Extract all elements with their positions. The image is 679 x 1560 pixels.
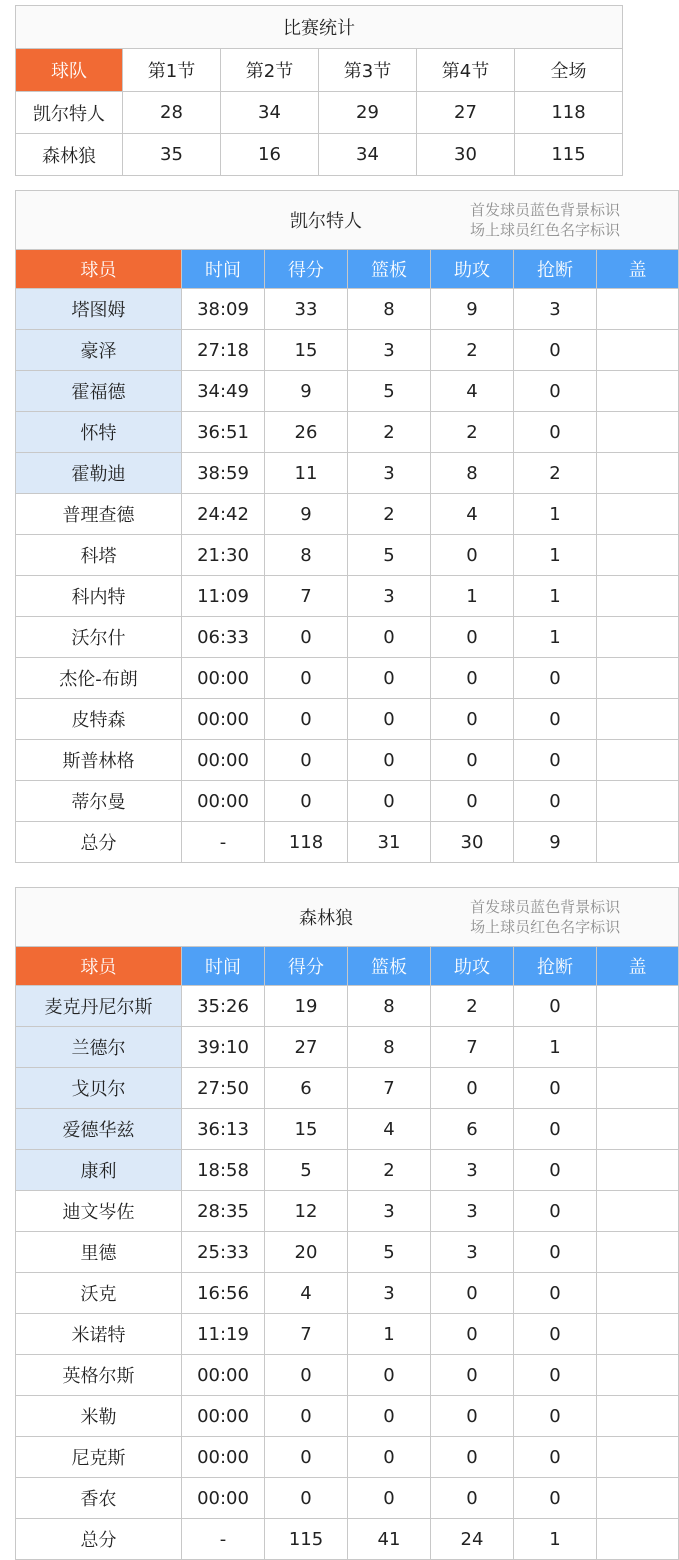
stat-assists: 0 [431,1478,514,1519]
stat-blocks [597,453,679,494]
stat-assists: 2 [431,986,514,1027]
stat-blocks [597,371,679,412]
player-name: 迪文岑佐 [16,1191,182,1232]
stat-assists: 3 [431,1191,514,1232]
stat-points: 0 [265,740,348,781]
stat-blocks [597,1437,679,1478]
stat-rebounds: 3 [348,1191,431,1232]
summary-team-name: 森林狼 [16,134,123,176]
stat-steals: 0 [514,1437,597,1478]
stat-rebounds: 3 [348,330,431,371]
player-name: 里德 [16,1232,182,1273]
stat-steals: 1 [514,535,597,576]
stat-time: 00:00 [182,699,265,740]
stat-steals: 2 [514,453,597,494]
stat-assists: 0 [431,658,514,699]
summary-score-total: 118 [515,92,623,134]
stat-rebounds: 0 [348,781,431,822]
player-row [16,1396,679,1437]
stat-blocks [597,1109,679,1150]
stat-rebounds: 5 [348,371,431,412]
stat-time: 27:50 [182,1068,265,1109]
stat-steals: 0 [514,740,597,781]
stat-rebounds: 2 [348,494,431,535]
stat-time: 00:00 [182,658,265,699]
stat-rebounds: 0 [348,1355,431,1396]
stat-points: 20 [265,1232,348,1273]
stat-blocks [597,1314,679,1355]
stat-rebounds: 0 [348,740,431,781]
stat-points: 0 [265,1396,348,1437]
player-name: 皮特森 [16,699,182,740]
player-name: 豪泽 [16,330,182,371]
player-name: 米诺特 [16,1314,182,1355]
stat-steals: 0 [514,1232,597,1273]
stat-assists: 3 [431,1150,514,1191]
stat-points: 4 [265,1273,348,1314]
stat-blocks [597,1027,679,1068]
stat-steals: 0 [514,1478,597,1519]
header-assists: 助攻 [431,250,514,289]
player-name: 霍福德 [16,371,182,412]
header-rebounds: 篮板 [348,250,431,289]
stat-steals: 0 [514,1109,597,1150]
stat-blocks [597,1519,679,1560]
header-assists: 助攻 [431,947,514,986]
stat-assists: 3 [431,1232,514,1273]
header-player: 球员 [16,947,182,986]
summary-score: 30 [417,134,515,176]
stat-blocks [597,1273,679,1314]
header-blocks: 盖 [597,250,679,289]
stat-points: 8 [265,535,348,576]
stat-points: 0 [265,658,348,699]
header-points: 得分 [265,250,348,289]
player-name: 香农 [16,1478,182,1519]
player-row [16,412,679,453]
player-name: 沃尔什 [16,617,182,658]
player-name: 普理查德 [16,494,182,535]
stat-steals: 0 [514,1191,597,1232]
stat-time: 24:42 [182,494,265,535]
stat-assists: 0 [431,1355,514,1396]
stat-assists: 24 [431,1519,514,1560]
player-name: 怀特 [16,412,182,453]
stat-blocks [597,1478,679,1519]
header-blocks: 盖 [597,947,679,986]
stat-points: 19 [265,986,348,1027]
stat-time: 11:09 [182,576,265,617]
stat-blocks [597,617,679,658]
stat-points: 15 [265,1109,348,1150]
stat-blocks [597,1355,679,1396]
summary-header-row [16,49,623,92]
game-summary-table [15,5,623,176]
stat-blocks [597,289,679,330]
stat-points: 0 [265,781,348,822]
player-name: 爱德华兹 [16,1109,182,1150]
legend-starter: 首发球员蓝色背景标识 [470,201,621,219]
stat-points: 11 [265,453,348,494]
stat-assists: 2 [431,330,514,371]
stat-points: 9 [265,371,348,412]
stat-steals: 0 [514,986,597,1027]
stat-time: 06:33 [182,617,265,658]
stat-points: 0 [265,699,348,740]
player-header-row [16,250,679,289]
player-row [16,1027,679,1068]
stat-assists: 0 [431,740,514,781]
player-name: 蒂尔曼 [16,781,182,822]
summary-score: 34 [221,92,319,134]
player-row [16,1232,679,1273]
stat-blocks [597,330,679,371]
summary-header-q4: 第4节 [417,49,515,92]
player-row [16,1109,679,1150]
stat-assists: 0 [431,1068,514,1109]
header-points: 得分 [265,947,348,986]
player-row [16,1273,679,1314]
player-row [16,740,679,781]
stat-blocks [597,822,679,863]
stat-rebounds: 3 [348,576,431,617]
stat-time: 39:10 [182,1027,265,1068]
stat-blocks [597,1232,679,1273]
stat-rebounds: 7 [348,1068,431,1109]
player-name: 尼克斯 [16,1437,182,1478]
player-header-row [16,947,679,986]
summary-title: 比赛统计 [16,6,623,49]
legend-starter: 首发球员蓝色背景标识 [470,898,621,916]
player-row [16,330,679,371]
stat-steals: 1 [514,617,597,658]
player-name: 霍勒迪 [16,453,182,494]
player-name: 斯普林格 [16,740,182,781]
stat-time: 36:51 [182,412,265,453]
summary-header-q2: 第2节 [221,49,319,92]
stat-time: 00:00 [182,781,265,822]
stat-time: 38:59 [182,453,265,494]
stat-rebounds: 0 [348,1396,431,1437]
stat-assists: 4 [431,371,514,412]
stat-rebounds: 8 [348,289,431,330]
stat-steals: 0 [514,1314,597,1355]
stat-time: 25:33 [182,1232,265,1273]
stat-time: - [182,822,265,863]
player-name: 康利 [16,1150,182,1191]
stat-assists: 0 [431,1437,514,1478]
player-row [16,453,679,494]
stat-assists: 7 [431,1027,514,1068]
stat-steals: 0 [514,1273,597,1314]
totals-row [16,1519,679,1560]
stat-rebounds: 0 [348,1478,431,1519]
player-row [16,617,679,658]
player-name: 科内特 [16,576,182,617]
stat-points: 0 [265,1355,348,1396]
stat-assists: 6 [431,1109,514,1150]
stat-assists: 0 [431,781,514,822]
player-row [16,371,679,412]
stat-rebounds: 2 [348,412,431,453]
stat-time: 00:00 [182,1396,265,1437]
player-name: 沃克 [16,1273,182,1314]
stat-steals: 0 [514,658,597,699]
stat-time: 16:56 [182,1273,265,1314]
header-time: 时间 [182,250,265,289]
player-row [16,986,679,1027]
stat-steals: 3 [514,289,597,330]
stat-blocks [597,1068,679,1109]
stat-steals: 0 [514,1150,597,1191]
header-time: 时间 [182,947,265,986]
summary-score: 28 [123,92,221,134]
player-name: 米勒 [16,1396,182,1437]
stat-steals: 0 [514,781,597,822]
summary-score-total: 115 [515,134,623,176]
summary-score: 29 [319,92,417,134]
stat-steals: 9 [514,822,597,863]
stat-time: 36:13 [182,1109,265,1150]
stat-assists: 9 [431,289,514,330]
summary-row [16,134,623,176]
stat-points: 6 [265,1068,348,1109]
player-row [16,1355,679,1396]
stat-rebounds: 0 [348,699,431,740]
stat-assists: 8 [431,453,514,494]
summary-score: 35 [123,134,221,176]
stat-rebounds: 8 [348,986,431,1027]
stat-blocks [597,740,679,781]
stat-points: 7 [265,576,348,617]
stat-points: 115 [265,1519,348,1560]
stat-blocks [597,781,679,822]
stat-points: 7 [265,1314,348,1355]
summary-score: 16 [221,134,319,176]
player-row [16,1150,679,1191]
player-name: 英格尔斯 [16,1355,182,1396]
summary-header-q3: 第3节 [319,49,417,92]
stat-time: 27:18 [182,330,265,371]
player-row [16,781,679,822]
player-name: 总分 [16,822,182,863]
player-row [16,1191,679,1232]
stat-steals: 1 [514,494,597,535]
stat-blocks [597,986,679,1027]
stat-steals: 0 [514,1355,597,1396]
legend-note [470,897,620,937]
stat-steals: 0 [514,699,597,740]
player-row [16,699,679,740]
stat-rebounds: 2 [348,1150,431,1191]
stat-points: 9 [265,494,348,535]
stat-rebounds: 1 [348,1314,431,1355]
team2-player-stats[interactable] [15,887,647,1553]
stat-assists: 0 [431,1273,514,1314]
team1-player-stats[interactable] [15,190,647,871]
player-name: 麦克丹尼尔斯 [16,986,182,1027]
stat-assists: 0 [431,1314,514,1355]
team-title-cell [16,191,679,250]
stat-assists: 30 [431,822,514,863]
stat-blocks [597,412,679,453]
stat-steals: 1 [514,1519,597,1560]
player-name: 兰德尔 [16,1027,182,1068]
stat-rebounds: 4 [348,1109,431,1150]
stat-time: 38:09 [182,289,265,330]
stat-rebounds: 5 [348,535,431,576]
summary-header-team: 球队 [16,49,123,92]
player-row [16,658,679,699]
legend-on-court: 场上球员红色名字标识 [470,918,621,936]
stat-assists: 2 [431,412,514,453]
stat-blocks [597,576,679,617]
team-title-cell [16,888,679,947]
header-player: 球员 [16,250,182,289]
player-row [16,1068,679,1109]
stat-blocks [597,1396,679,1437]
summary-header-q1: 第1节 [123,49,221,92]
stat-blocks [597,699,679,740]
stat-points: 27 [265,1027,348,1068]
summary-team-name: 凯尔特人 [16,92,123,134]
stat-rebounds: 0 [348,658,431,699]
stat-assists: 0 [431,699,514,740]
stat-blocks [597,535,679,576]
stat-rebounds: 3 [348,453,431,494]
stat-time: 00:00 [182,1478,265,1519]
stat-time: 35:26 [182,986,265,1027]
header-steals: 抢断 [514,947,597,986]
stat-assists: 0 [431,617,514,658]
stat-assists: 0 [431,535,514,576]
stat-points: 118 [265,822,348,863]
player-row [16,494,679,535]
stat-rebounds: 3 [348,1273,431,1314]
player-row [16,1478,679,1519]
stat-time: 11:19 [182,1314,265,1355]
stat-blocks [597,658,679,699]
stat-blocks [597,494,679,535]
stat-points: 0 [265,1478,348,1519]
legend-on-court: 场上球员红色名字标识 [470,221,621,239]
stat-time: - [182,1519,265,1560]
stat-blocks [597,1150,679,1191]
stat-steals: 1 [514,576,597,617]
header-rebounds: 篮板 [348,947,431,986]
stat-assists: 0 [431,1396,514,1437]
player-name: 塔图姆 [16,289,182,330]
stat-assists: 1 [431,576,514,617]
stat-points: 15 [265,330,348,371]
summary-score: 27 [417,92,515,134]
stat-time: 00:00 [182,740,265,781]
stat-rebounds: 5 [348,1232,431,1273]
stat-steals: 0 [514,1068,597,1109]
summary-score: 34 [319,134,417,176]
stat-steals: 1 [514,1027,597,1068]
stat-rebounds: 41 [348,1519,431,1560]
stat-time: 21:30 [182,535,265,576]
stat-time: 18:58 [182,1150,265,1191]
stat-rebounds: 8 [348,1027,431,1068]
player-row [16,535,679,576]
header-steals: 抢断 [514,250,597,289]
stat-steals: 0 [514,1396,597,1437]
stat-points: 5 [265,1150,348,1191]
stat-points: 0 [265,1437,348,1478]
stat-points: 33 [265,289,348,330]
stat-rebounds: 31 [348,822,431,863]
stat-steals: 0 [514,412,597,453]
summary-row [16,92,623,134]
player-row [16,576,679,617]
summary-header-total: 全场 [515,49,623,92]
team-title: 凯尔特人 [290,211,363,232]
stat-time: 00:00 [182,1355,265,1396]
stat-steals: 0 [514,330,597,371]
stat-rebounds: 0 [348,1437,431,1478]
team-title: 森林狼 [299,908,354,929]
stat-assists: 4 [431,494,514,535]
stat-points: 0 [265,617,348,658]
stat-time: 28:35 [182,1191,265,1232]
stat-steals: 0 [514,371,597,412]
player-row [16,289,679,330]
stat-points: 12 [265,1191,348,1232]
player-row [16,1437,679,1478]
stat-rebounds: 0 [348,617,431,658]
stat-points: 26 [265,412,348,453]
stat-time: 00:00 [182,1437,265,1478]
player-name: 杰伦-布朗 [16,658,182,699]
legend-note [470,200,620,240]
player-name: 总分 [16,1519,182,1560]
totals-row [16,822,679,863]
stat-blocks [597,1191,679,1232]
player-row [16,1314,679,1355]
player-name: 科塔 [16,535,182,576]
player-name: 戈贝尔 [16,1068,182,1109]
stat-time: 34:49 [182,371,265,412]
